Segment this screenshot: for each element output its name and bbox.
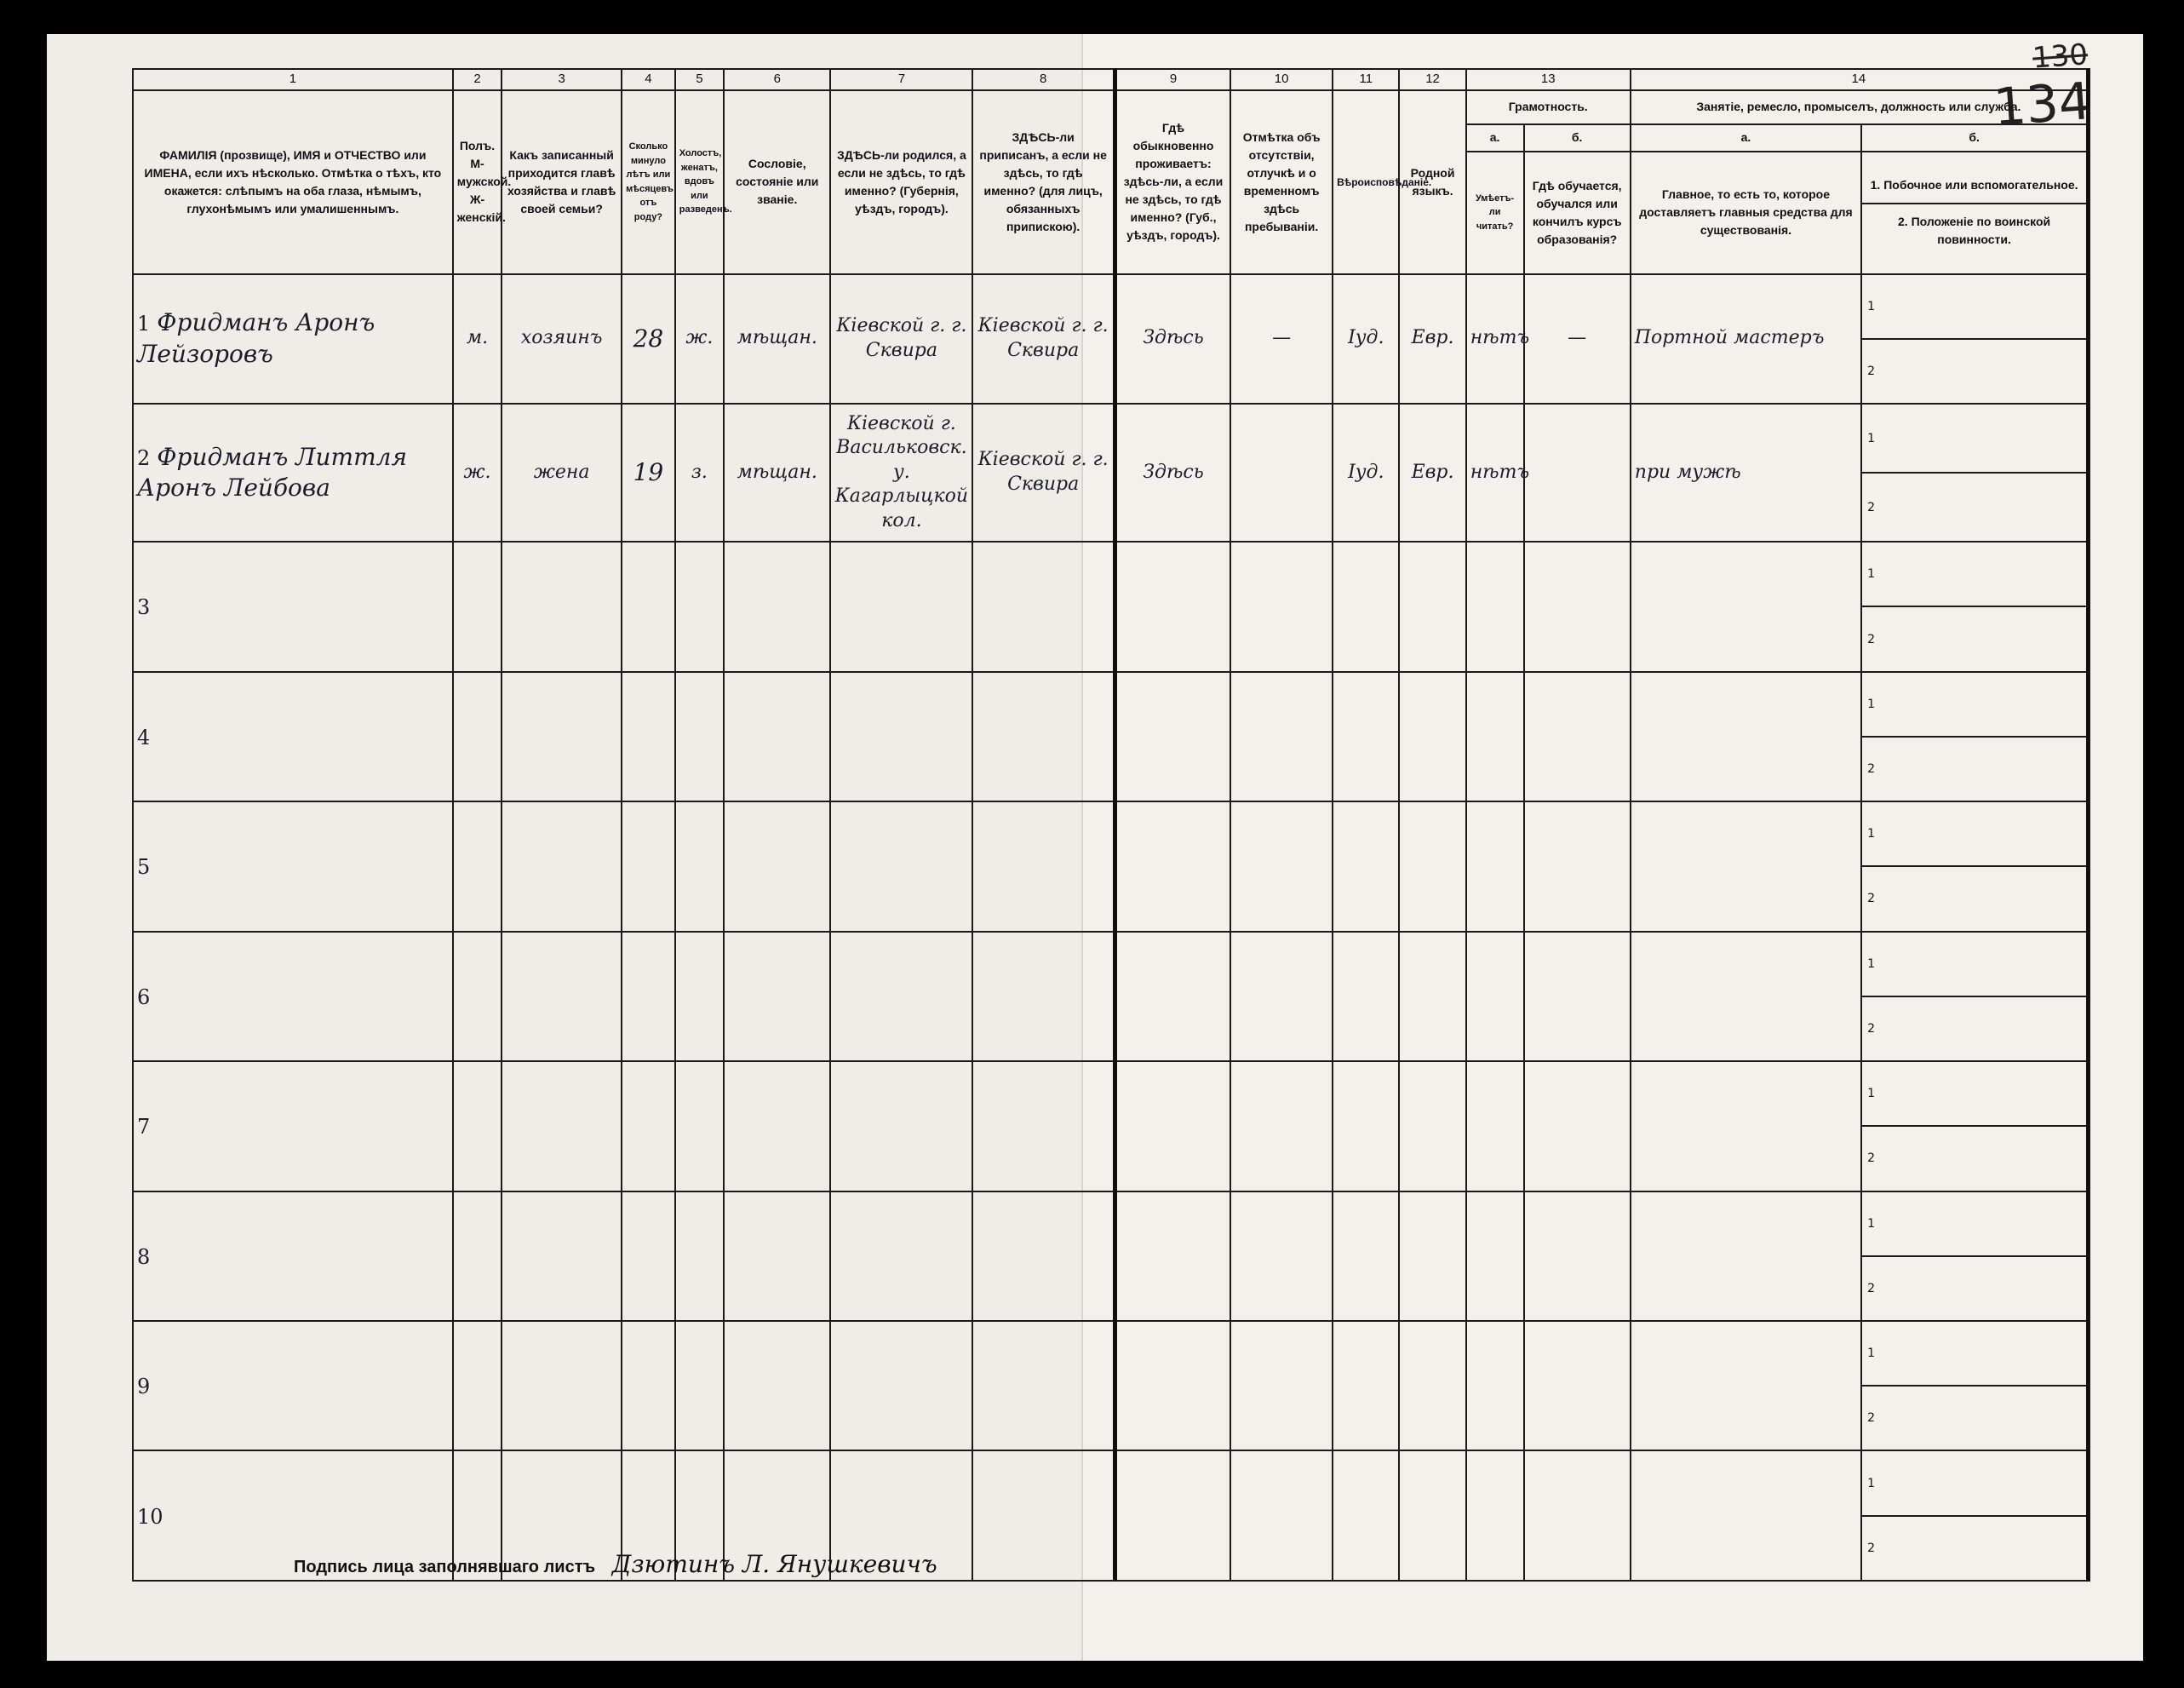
military-status-cell: 2	[1861, 339, 2088, 404]
cell-marital	[675, 1061, 724, 1191]
header-religion: Вѣроисповѣданіе.	[1333, 90, 1399, 274]
cell-occupation	[1631, 801, 1861, 931]
secondary-occupation-cell: 1	[1861, 1450, 2088, 1515]
cell-registered	[972, 932, 1115, 1061]
header-secondary-2: 2. Положеніе по воинской повинности.	[1898, 215, 2051, 246]
cell-literate	[1466, 1450, 1524, 1581]
table-row	[133, 542, 2089, 606]
header-marital: Холостъ, женатъ, вдовъ или разведенъ.	[675, 90, 724, 274]
row-number: 10	[137, 1504, 163, 1529]
col-num-6: 6	[724, 69, 830, 90]
cell-born	[830, 1191, 972, 1321]
col-num-4: 4	[622, 69, 675, 90]
row-number: 4	[137, 725, 151, 749]
person-name: Фридманъ Аронъ Лейзоровъ	[137, 308, 375, 368]
cell-estate	[724, 1321, 830, 1450]
table-row	[133, 672, 2089, 737]
secondary-occupation-cell: 1	[1861, 672, 2088, 737]
cell-religion	[1333, 932, 1399, 1061]
header-main-occupation: Главное, то есть то, которое доставляетъ главныя средства для существованія.	[1631, 152, 1861, 274]
military-status-cell: 2	[1861, 866, 2088, 931]
col-num-1: 1	[133, 69, 453, 90]
table-row	[133, 1321, 2089, 1386]
cell-sex	[453, 542, 502, 671]
table-row	[133, 1450, 2089, 1515]
header-can-read: Умѣетъ-ли читать?	[1466, 152, 1524, 274]
cell-sex	[453, 801, 502, 931]
cell-marital: ж.	[675, 274, 724, 404]
row-number: 2	[137, 445, 151, 470]
table-row	[133, 1191, 2089, 1256]
military-status-cell: 2	[1861, 1516, 2088, 1581]
secondary-occupation-cell: 1	[1861, 1321, 2088, 1386]
military-status-cell: 2	[1861, 1256, 2088, 1321]
cell-born	[830, 801, 972, 931]
cell-marital	[675, 542, 724, 671]
cell-estate: мѣщан.	[724, 274, 830, 404]
cell-occupation: Портной мастеръ	[1631, 274, 1861, 404]
cell-literate: нѣтъ	[1466, 404, 1524, 542]
cell-sex	[453, 932, 502, 1061]
cell-religion	[1333, 1450, 1399, 1581]
header-literacy-b-letter: б.	[1524, 124, 1631, 152]
cell-age	[622, 801, 675, 931]
cell-estate	[724, 1191, 830, 1321]
signature-label: Подпись лица заполнявшаго листъ	[294, 1558, 596, 1576]
cell-estate: мѣщан.	[724, 404, 830, 542]
cell-relation	[502, 1321, 622, 1450]
cell-absence	[1230, 932, 1333, 1061]
cell-resides	[1115, 1321, 1230, 1450]
cell-education	[1524, 1321, 1631, 1450]
cell-age	[622, 1321, 675, 1450]
row-number: 7	[137, 1115, 151, 1140]
header-age: Сколько минуло лѣтъ или мѣсяцевъ отъ роду?	[622, 90, 675, 274]
header-secondary	[1861, 152, 2088, 274]
cell-occupation	[1631, 672, 1861, 801]
cell-born	[830, 672, 972, 801]
cell-literate	[1466, 932, 1524, 1061]
cell-literate	[1466, 542, 1524, 671]
cell-resides	[1115, 672, 1230, 801]
cell-registered	[972, 801, 1115, 931]
cell-marital	[675, 672, 724, 801]
table-row	[133, 404, 2089, 473]
cell-age	[622, 542, 675, 671]
cell-education	[1524, 1191, 1631, 1321]
cell-marital	[675, 1321, 724, 1450]
cell-marital	[675, 1191, 724, 1321]
col-num-3: 3	[502, 69, 622, 90]
census-table	[132, 68, 2090, 1582]
cell-estate	[724, 1061, 830, 1191]
cell-registered: Кіевской г. г. Сквира	[972, 404, 1115, 542]
cell-language	[1399, 1061, 1465, 1191]
header-occupation-b-letter: б.	[1861, 124, 2088, 152]
cell-absence	[1230, 542, 1333, 671]
cell-born	[830, 932, 972, 1061]
cell-religion	[1333, 542, 1399, 671]
cell-registered	[972, 672, 1115, 801]
cell-religion	[1333, 801, 1399, 931]
secondary-occupation-cell: 1	[1861, 801, 2088, 866]
cell-relation	[502, 801, 622, 931]
cell-resides	[1115, 1061, 1230, 1191]
cell-born	[830, 1321, 972, 1450]
cell-registered	[972, 542, 1115, 671]
cell-absence	[1230, 1061, 1333, 1191]
cell-absence	[1230, 801, 1333, 931]
census-sheet	[47, 34, 2141, 1661]
table-row	[133, 1061, 2089, 1126]
cell-occupation	[1631, 932, 1861, 1061]
cell-literate	[1466, 1191, 1524, 1321]
table-row	[133, 274, 2089, 339]
cell-resides	[1115, 801, 1230, 931]
cell-education: —	[1524, 274, 1631, 404]
military-status-cell: 2	[1861, 1386, 2088, 1450]
cell-education	[1524, 801, 1631, 931]
col-num-9: 9	[1115, 69, 1230, 90]
cell-relation	[502, 542, 622, 671]
cell-sex: ж.	[453, 404, 502, 542]
col-num-12: 12	[1399, 69, 1465, 90]
row-number: 5	[137, 855, 151, 880]
cell-absence	[1230, 404, 1333, 542]
header-secondary-1: 1. Побочное или вспомогательное.	[1862, 168, 2086, 204]
cell-religion	[1333, 1321, 1399, 1450]
col-num-7: 7	[830, 69, 972, 90]
cell-resides: Здѣсь	[1115, 404, 1230, 542]
col-num-11: 11	[1333, 69, 1399, 90]
cell-registered	[972, 1061, 1115, 1191]
sheet-number: 134	[1992, 72, 2094, 138]
military-status-cell: 2	[1861, 606, 2088, 671]
cell-education	[1524, 672, 1631, 801]
military-status-cell: 2	[1861, 473, 2088, 542]
header-relation: Какъ записанный приходится главѣ хозяйства и главѣ своей семьи?	[502, 90, 622, 274]
military-status-cell: 2	[1861, 996, 2088, 1061]
cell-age: 28	[622, 274, 675, 404]
cell-estate	[724, 801, 830, 931]
header-occupation: Занятіе, ремесло, промыселъ, должность или служба.	[1631, 90, 2089, 124]
header-literacy-a-letter: а.	[1466, 124, 1524, 152]
cell-name	[133, 1321, 453, 1450]
cell-born: Кіевской г. Васильковск. у. Кагарлыцкой кол.	[830, 404, 972, 542]
header-estate: Сословіе, состояніе или званіе.	[724, 90, 830, 274]
cell-name	[133, 274, 453, 404]
cell-relation: хозяинъ	[502, 274, 622, 404]
cell-marital	[675, 801, 724, 931]
cell-religion	[1333, 1191, 1399, 1321]
cell-registered: Кіевской г. г. Сквира	[972, 274, 1115, 404]
cell-estate	[724, 932, 830, 1061]
cell-age	[622, 1191, 675, 1321]
row-number: 9	[137, 1375, 151, 1399]
cell-age	[622, 932, 675, 1061]
cell-marital	[675, 932, 724, 1061]
col-num-13: 13	[1466, 69, 1631, 90]
cell-language	[1399, 932, 1465, 1061]
header-absence: Отмѣтка объ отсутствіи, отлучкѣ и о временномъ здѣсь пребываніи.	[1230, 90, 1333, 274]
cell-born: Кіевской г. г. Сквира	[830, 274, 972, 404]
cell-born	[830, 542, 972, 671]
table-row	[133, 801, 2089, 866]
secondary-occupation-cell: 1	[1861, 404, 2088, 473]
row-number: 6	[137, 985, 151, 1009]
cell-occupation	[1631, 1061, 1861, 1191]
cell-occupation	[1631, 1191, 1861, 1321]
secondary-occupation-cell: 1	[1861, 1061, 2088, 1126]
cell-marital: з.	[675, 404, 724, 542]
col-num-8: 8	[972, 69, 1115, 90]
secondary-occupation-cell: 1	[1861, 542, 2088, 606]
census-rows	[133, 274, 2089, 1582]
cell-literate	[1466, 1061, 1524, 1191]
header-birthplace: ЗДѢСЬ-ли родился, а если не здѣсь, то гдѣ именно? (Губернія, уѣздъ, городъ).	[830, 90, 972, 274]
cell-sex	[453, 1191, 502, 1321]
cell-estate	[724, 672, 830, 801]
col-num-10: 10	[1230, 69, 1333, 90]
cell-absence	[1230, 672, 1333, 801]
cell-resides	[1115, 1191, 1230, 1321]
header-name: ФАМИЛІЯ (прозвище), ИМЯ и ОТЧЕСТВО или ИМЕНА, если ихъ нѣсколько. Отмѣтка о тѣхъ, кто окажется: слѣпымъ на оба глаза, нѣмымъ, глухонѣмымъ или умалишеннымъ.	[133, 90, 453, 274]
cell-religion	[1333, 1061, 1399, 1191]
cell-resides	[1115, 932, 1230, 1061]
cell-education	[1524, 932, 1631, 1061]
cell-age	[622, 672, 675, 801]
cell-language: Евр.	[1399, 404, 1465, 542]
cell-resides: Здѣсь	[1115, 274, 1230, 404]
cell-relation	[502, 1191, 622, 1321]
person-name: Фридманъ Литтля Аронъ Лейбова	[137, 442, 408, 502]
header-occupation-a-letter: а.	[1631, 124, 1861, 152]
cell-sex	[453, 1321, 502, 1450]
cell-name	[133, 1061, 453, 1191]
cell-name	[133, 801, 453, 931]
cell-relation	[502, 672, 622, 801]
cell-language: Евр.	[1399, 274, 1465, 404]
cell-education	[1524, 542, 1631, 671]
header-registered: ЗДѢСЬ-ли приписанъ, а если не здѣсь, то гдѣ именно? (для лицъ, обязанныхъ припискою).	[972, 90, 1115, 274]
header-residence: Гдѣ обыкновенно проживаетъ: здѣсь-ли, а если не здѣсь, то гдѣ именно? (Губ., уѣздъ, городъ).	[1115, 90, 1230, 274]
cell-literate	[1466, 672, 1524, 801]
cell-name	[133, 932, 453, 1061]
cell-religion: Іуд.	[1333, 404, 1399, 542]
row-number: 3	[137, 595, 151, 620]
cell-relation	[502, 1061, 622, 1191]
cell-education	[1524, 1450, 1631, 1581]
header-education: Гдѣ обучается, обучался или кончилъ курсъ образованія?	[1524, 152, 1631, 274]
cell-education	[1524, 404, 1631, 542]
cell-relation: жена	[502, 404, 622, 542]
cell-resides	[1115, 542, 1230, 671]
col-num-14: 14	[1631, 69, 2089, 90]
cell-name	[133, 404, 453, 542]
cell-occupation: при мужѣ	[1631, 404, 1861, 542]
cell-sex	[453, 672, 502, 801]
cell-absence	[1230, 1321, 1333, 1450]
cell-name	[133, 1191, 453, 1321]
signature-handwritten: Дзютинъ Л. Янушкевичъ	[611, 1550, 937, 1578]
secondary-occupation-cell: 1	[1861, 274, 2088, 339]
cell-language	[1399, 1321, 1465, 1450]
signature-line	[294, 1550, 937, 1578]
cell-born	[830, 1061, 972, 1191]
cell-relation	[502, 932, 622, 1061]
military-status-cell: 2	[1861, 1126, 2088, 1191]
row-number: 8	[137, 1244, 151, 1269]
cell-registered	[972, 1191, 1115, 1321]
cell-literate: нѣтъ	[1466, 274, 1524, 404]
cell-resides	[1115, 1450, 1230, 1581]
cell-language	[1399, 801, 1465, 931]
cell-occupation	[1631, 1450, 1861, 1581]
cell-religion: Іуд.	[1333, 274, 1399, 404]
cell-language	[1399, 542, 1465, 671]
cell-age	[622, 1061, 675, 1191]
cell-education	[1524, 1061, 1631, 1191]
cell-registered	[972, 1321, 1115, 1450]
cell-language	[1399, 672, 1465, 801]
cell-registered	[972, 1450, 1115, 1581]
header-literacy: Грамотность.	[1466, 90, 1631, 124]
cell-occupation	[1631, 1321, 1861, 1450]
cell-literate	[1466, 1321, 1524, 1450]
cell-absence	[1230, 1191, 1333, 1321]
row-number: 1	[137, 312, 151, 336]
secondary-occupation-cell: 1	[1861, 932, 2088, 996]
cell-sex	[453, 1061, 502, 1191]
col-num-5: 5	[675, 69, 724, 90]
header-language: Родной языкъ.	[1399, 90, 1465, 274]
cell-language	[1399, 1450, 1465, 1581]
cell-religion	[1333, 672, 1399, 801]
cell-absence	[1230, 1450, 1333, 1581]
cell-literate	[1466, 801, 1524, 931]
secondary-occupation-cell: 1	[1861, 1191, 2088, 1256]
header-sex: Полъ. М-мужской. Ж-женскій.	[453, 90, 502, 274]
cell-name	[133, 672, 453, 801]
cell-estate	[724, 542, 830, 671]
table-row	[133, 932, 2089, 996]
cell-absence: —	[1230, 274, 1333, 404]
cell-occupation	[1631, 542, 1861, 671]
col-num-2: 2	[453, 69, 502, 90]
military-status-cell: 2	[1861, 737, 2088, 801]
cell-language	[1399, 1191, 1465, 1321]
crossed-number: 130	[2032, 37, 2089, 76]
cell-sex: м.	[453, 274, 502, 404]
cell-age: 19	[622, 404, 675, 542]
cell-name	[133, 542, 453, 671]
